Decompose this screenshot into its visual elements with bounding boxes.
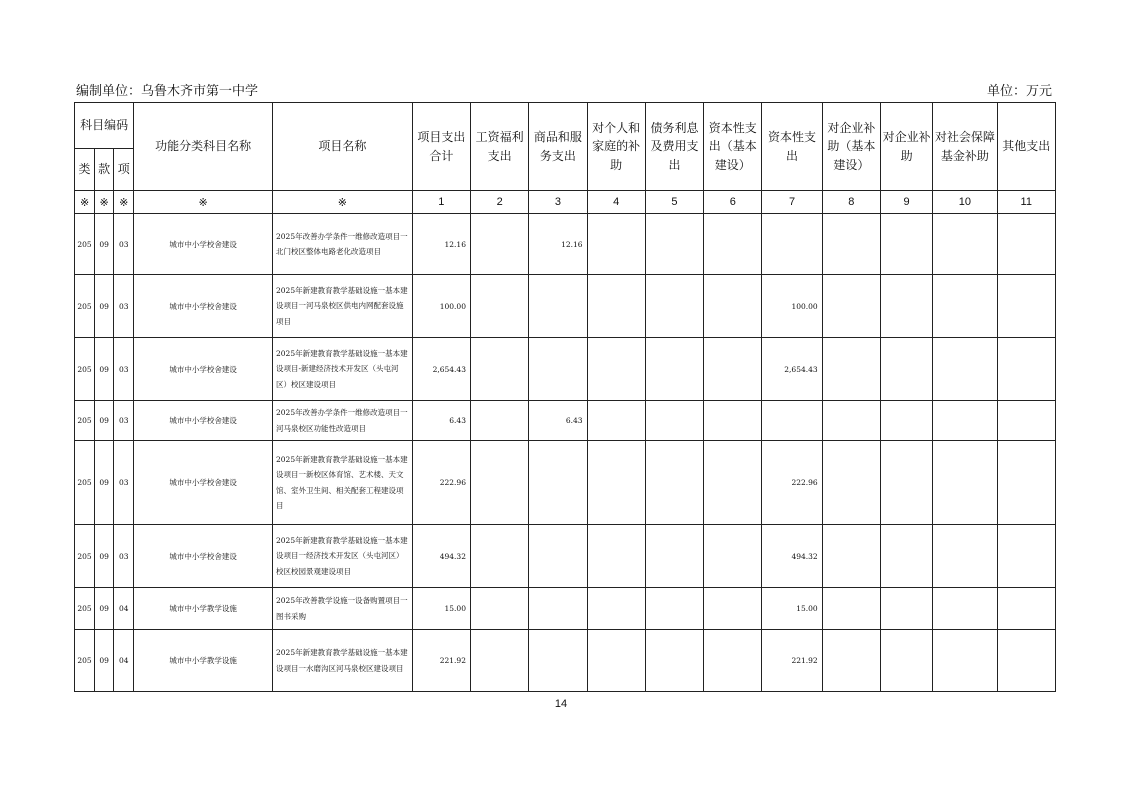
lei-cell: 205 xyxy=(75,630,95,692)
enterprise-cell xyxy=(880,401,932,441)
project-name-cell: 2025年新建教育教学基础设施一基本建设项目一河马泉校区供电内网配套设施项目 xyxy=(273,275,413,338)
total-cell: 222.96 xyxy=(412,441,470,525)
table-row xyxy=(75,338,1056,401)
project-name-cell: 2025年新建教育教学基础设施一基本建设项目一新校区体育馆、艺术楼、天文馆、室外卫生间、相关配套工程建设项目 xyxy=(273,441,413,525)
kuan-cell: 09 xyxy=(95,275,114,338)
kuan-cell: 09 xyxy=(95,214,114,275)
subject-code-header: 科目编码 xyxy=(75,103,134,149)
capital-cell xyxy=(762,401,822,441)
enterprise-cell xyxy=(880,338,932,401)
goods-services-cell xyxy=(529,525,587,588)
other-cell xyxy=(997,630,1055,692)
enterprise-cell xyxy=(880,588,932,630)
debt-interest-cell xyxy=(645,630,703,692)
personal-subsidy-cell xyxy=(587,630,645,692)
capital-basic-cell xyxy=(704,441,762,525)
social-security-cell xyxy=(933,525,997,588)
total-cell: 6.43 xyxy=(412,401,470,441)
social-security-cell xyxy=(933,214,997,275)
kuan-cell: 09 xyxy=(95,338,114,401)
capital-cell: 221.92 xyxy=(762,630,822,692)
total-cell: 2,654.43 xyxy=(412,338,470,401)
other-cell xyxy=(997,214,1055,275)
debt-interest-cell xyxy=(645,275,703,338)
table-row xyxy=(75,275,1056,338)
wages-cell xyxy=(470,214,528,275)
enterprise-cell xyxy=(880,441,932,525)
other-cell xyxy=(997,441,1055,525)
func-name-cell: 城市中小学校舍建设 xyxy=(134,441,273,525)
other-cell xyxy=(997,275,1055,338)
enterprise-cell xyxy=(880,214,932,275)
col-number: 11 xyxy=(997,191,1055,214)
lei-cell: 205 xyxy=(75,338,95,401)
col-number: 7 xyxy=(762,191,822,214)
debt-interest-cell xyxy=(645,525,703,588)
col-number: 8 xyxy=(822,191,880,214)
social-security-cell xyxy=(933,441,997,525)
func-name-cell: 城市中小学校舍建设 xyxy=(134,214,273,275)
debt-interest-cell xyxy=(645,588,703,630)
social-security-cell xyxy=(933,630,997,692)
kuan-cell: 09 xyxy=(95,588,114,630)
col-number: 9 xyxy=(880,191,932,214)
total-cell: 100.00 xyxy=(412,275,470,338)
wages-cell xyxy=(470,588,528,630)
other-cell xyxy=(997,338,1055,401)
enterprise-basic-cell xyxy=(822,214,880,275)
kuan-cell: 09 xyxy=(95,525,114,588)
capital-cell: 100.00 xyxy=(762,275,822,338)
xiang-cell: 03 xyxy=(114,214,134,275)
mark-cell: ※ xyxy=(114,191,134,214)
enterprise-basic-cell xyxy=(822,588,880,630)
capital-basic-cell xyxy=(704,401,762,441)
total-cell: 12.16 xyxy=(412,214,470,275)
capital-basic-cell xyxy=(704,588,762,630)
mark-cell: ※ xyxy=(95,191,114,214)
goods-services-cell xyxy=(529,275,587,338)
func-name-cell: 城市中小学校舍建设 xyxy=(134,275,273,338)
capital-basic-cell xyxy=(704,630,762,692)
lei-cell: 205 xyxy=(75,401,95,441)
social-security-cell xyxy=(933,588,997,630)
col-number: 1 xyxy=(412,191,470,214)
capital-basic-cell xyxy=(704,214,762,275)
func-name-cell: 城市中小学校舍建设 xyxy=(134,401,273,441)
table-row xyxy=(75,441,1056,525)
lei-cell: 205 xyxy=(75,214,95,275)
xiang-cell: 03 xyxy=(114,525,134,588)
enterprise-cell xyxy=(880,275,932,338)
func-name-cell: 城市中小学教学设施 xyxy=(134,630,273,692)
wages-cell xyxy=(470,441,528,525)
xiang-cell: 04 xyxy=(114,630,134,692)
table-row xyxy=(75,401,1056,441)
social-security-cell xyxy=(933,275,997,338)
enterprise-basic-cell xyxy=(822,630,880,692)
xiang-cell: 03 xyxy=(114,275,134,338)
project-name-cell: 2025年改善办学条件一维修改造项目一北门校区整体电路老化改造项目 xyxy=(273,214,413,275)
col10-header: 对社会保障基金补助 xyxy=(933,103,997,191)
xiang-cell: 03 xyxy=(114,338,134,401)
func-name-cell: 城市中小学校舍建设 xyxy=(134,525,273,588)
goods-services-cell xyxy=(529,588,587,630)
lei-cell: 205 xyxy=(75,588,95,630)
enterprise-basic-cell xyxy=(822,401,880,441)
col-number: 3 xyxy=(529,191,587,214)
col-number: 5 xyxy=(645,191,703,214)
kuan-cell: 09 xyxy=(95,401,114,441)
project-expenditure-table xyxy=(74,102,1056,692)
other-cell xyxy=(997,525,1055,588)
col1-header: 项目支出合计 xyxy=(412,103,470,191)
debt-interest-cell xyxy=(645,214,703,275)
enterprise-basic-cell xyxy=(822,275,880,338)
goods-services-cell xyxy=(529,630,587,692)
social-security-cell xyxy=(933,338,997,401)
col-number: 6 xyxy=(704,191,762,214)
capital-cell xyxy=(762,214,822,275)
col-number: 4 xyxy=(587,191,645,214)
lei-cell: 205 xyxy=(75,441,95,525)
xiang-cell: 03 xyxy=(114,401,134,441)
col7-header: 资本性支出 xyxy=(762,103,822,191)
enterprise-basic-cell xyxy=(822,525,880,588)
xiang-cell: 03 xyxy=(114,441,134,525)
total-cell: 494.32 xyxy=(412,525,470,588)
col4-header: 对个人和家庭的补助 xyxy=(587,103,645,191)
capital-basic-cell xyxy=(704,338,762,401)
wages-cell xyxy=(470,525,528,588)
func-name-cell: 城市中小学教学设施 xyxy=(134,588,273,630)
personal-subsidy-cell xyxy=(587,401,645,441)
project-name-cell: 2025年改善教学设施一设备购置项目一图书采购 xyxy=(273,588,413,630)
wages-cell xyxy=(470,630,528,692)
table-row xyxy=(75,214,1056,275)
debt-interest-cell xyxy=(645,441,703,525)
debt-interest-cell xyxy=(645,401,703,441)
currency-unit: 单位：万元 xyxy=(986,84,1052,99)
col8-header: 对企业补助（基本建设） xyxy=(822,103,880,191)
other-cell xyxy=(997,588,1055,630)
wages-cell xyxy=(470,401,528,441)
compiling-unit: 编制单位：乌鲁木齐市第一中学 xyxy=(76,84,259,99)
col-number: 10 xyxy=(933,191,997,214)
personal-subsidy-cell xyxy=(587,338,645,401)
enterprise-basic-cell xyxy=(822,338,880,401)
mark-cell: ※ xyxy=(134,191,273,214)
page-number: 14 xyxy=(554,698,568,710)
wages-cell xyxy=(470,275,528,338)
col9-header: 对企业补助 xyxy=(880,103,932,191)
func-name-cell: 城市中小学校舍建设 xyxy=(134,338,273,401)
kuan-cell: 09 xyxy=(95,441,114,525)
personal-subsidy-cell xyxy=(587,214,645,275)
project-name-cell: 2025年改善办学条件一维修改造项目一河马泉校区功能性改造项目 xyxy=(273,401,413,441)
enterprise-cell xyxy=(880,525,932,588)
personal-subsidy-cell xyxy=(587,441,645,525)
lei-header: 类 xyxy=(75,149,95,191)
social-security-cell xyxy=(933,401,997,441)
lei-cell: 205 xyxy=(75,525,95,588)
personal-subsidy-cell xyxy=(587,588,645,630)
enterprise-cell xyxy=(880,630,932,692)
capital-cell: 222.96 xyxy=(762,441,822,525)
kuan-header: 款 xyxy=(95,149,114,191)
project-name-cell: 2025年新建教育教学基础设施一基本建设项目-新建经济技术开发区（头屯河区）校区建设项目 xyxy=(273,338,413,401)
table-row xyxy=(75,630,1056,692)
kuan-cell: 09 xyxy=(95,630,114,692)
project-name-cell: 2025年新建教育教学基础设施一基本建设项目一经济技术开发区（头屯河区）校区校园景观建设项目 xyxy=(273,525,413,588)
col-number: 2 xyxy=(470,191,528,214)
capital-cell: 2,654.43 xyxy=(762,338,822,401)
project-name-cell: 2025年新建教育教学基础设施一基本建设项目一水磨沟区河马泉校区建设项目 xyxy=(273,630,413,692)
project-name-header: 项目名称 xyxy=(273,103,413,191)
total-cell: 221.92 xyxy=(412,630,470,692)
table-row xyxy=(75,525,1056,588)
col6-header: 资本性支出（基本建设） xyxy=(704,103,762,191)
goods-services-cell xyxy=(529,441,587,525)
goods-services-cell: 6.43 xyxy=(529,401,587,441)
xiang-cell: 04 xyxy=(114,588,134,630)
xiang-header: 项 xyxy=(114,149,134,191)
total-cell: 15.00 xyxy=(412,588,470,630)
other-cell xyxy=(997,401,1055,441)
debt-interest-cell xyxy=(645,338,703,401)
enterprise-basic-cell xyxy=(822,441,880,525)
symbol-row xyxy=(75,191,1056,214)
wages-cell xyxy=(470,338,528,401)
lei-cell: 205 xyxy=(75,275,95,338)
mark-cell: ※ xyxy=(75,191,95,214)
col2-header: 工资福利支出 xyxy=(470,103,528,191)
goods-services-cell: 12.16 xyxy=(529,214,587,275)
goods-services-cell xyxy=(529,338,587,401)
capital-cell: 494.32 xyxy=(762,525,822,588)
table-row xyxy=(75,588,1056,630)
personal-subsidy-cell xyxy=(587,275,645,338)
capital-cell: 15.00 xyxy=(762,588,822,630)
col11-header: 其他支出 xyxy=(997,103,1055,191)
personal-subsidy-cell xyxy=(587,525,645,588)
capital-basic-cell xyxy=(704,525,762,588)
mark-cell: ※ xyxy=(273,191,413,214)
col5-header: 债务利息及费用支出 xyxy=(645,103,703,191)
capital-basic-cell xyxy=(704,275,762,338)
col3-header: 商品和服务支出 xyxy=(529,103,587,191)
func-name-header: 功能分类科目名称 xyxy=(134,103,273,191)
